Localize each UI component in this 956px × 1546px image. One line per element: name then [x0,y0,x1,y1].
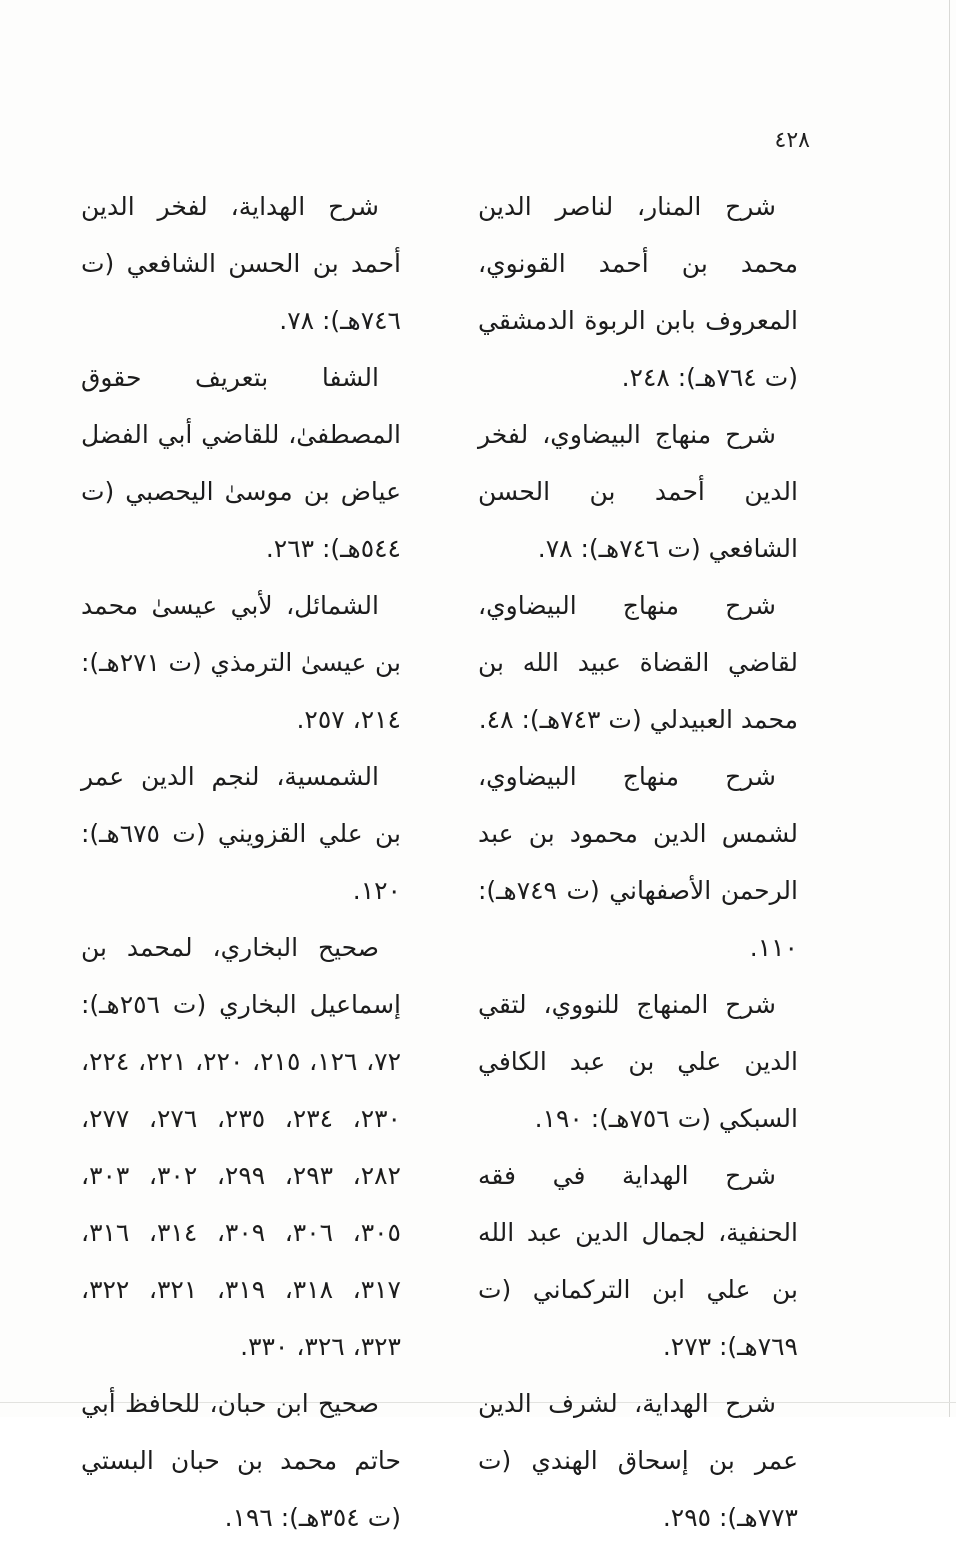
index-entry: الشمائل، لأبي عيسىٰ محمد بن عيسىٰ الترمذي (ت ٢٧١هـ): ٢١٤، ٢٥٧. [81,591,401,734]
right-column [478,178,798,1546]
index-entry: الشفا بتعريف حقوق المصطفىٰ، للقاضي أبي الفضل عياض بن موسىٰ اليحصبي (ت ٥٤٤هـ): ٢٦٣. [81,363,401,563]
left-column [81,178,401,1546]
index-entry: شرح الهداية في فقه الحنفية، لجمال الدين عبد الله بن علي ابن التركماني (ت ٧٦٩هـ): ٢٧٣. [478,1161,798,1361]
index-entry: شرح منهاج البيضاوي، لشمس الدين محمود بن عبد الرحمن الأصفهاني (ت ٧٤٩هـ): ١١٠. [478,762,798,962]
page-number: ٤٢٨ [774,128,810,153]
index-entry: شرح الهداية، لشرف الدين عمر بن إسحاق الهندي (ت ٧٧٣هـ): ٢٩٥. [478,1389,798,1532]
index-entry: شرح المنار، لناصر الدين محمد بن أحمد القونوي، المعروف بابن الربوة الدمشقي (ت ٧٦٤هـ): ٢٤٨. [478,192,798,392]
index-entry: شرح منهاج البيضاوي، لقاضي القضاة عبيد الله بن محمد العبيدلي (ت ٧٤٣هـ): ٤٨. [478,591,798,734]
index-entry: شرح المنهاج للنووي، لتقي الدين علي بن عبد الكافي السبكي (ت ٧٥٦هـ): ١٩٠. [478,990,798,1133]
index-entry: شرح منهاج البيضاوي، لفخر الدين أحمد بن الحسن الشافعي (ت ٧٤٦هـ): ٧٨. [478,420,798,563]
index-entry: صحيح البخاري، لمحمد بن إسماعيل البخاري (ت ٢٥٦هـ): ٧٢، ١٢٦، ٢١٥، ٢٢٠، ٢٢١، ٢٢٤، ٢٣٠، ٢٣٤، ٢٣٥، ٢٧٦، ٢٧٧، ٢٨٢، ٢٩٣، ٢٩٩، ٣٠٢، ٣٠٣، ٣٠٥، ٣٠٦، ٣٠٩، ٣١٤، ٣١٦، ٣١٧، ٣١٨، ٣١٩، ٣٢١، ٣٢٢، ٣٢٣، ٣٢٦، ٣٣٠. [81,933,402,1361]
index-entry: الشمسية، لنجم الدين عمر بن علي القزويني (ت ٦٧٥هـ): ١٢٠. [81,762,401,905]
index-entry: شرح الهداية، لفخر الدين أحمد بن الحسن الشافعي (ت ٧٤٦هـ): ٧٨. [81,192,401,335]
page-edge-right [949,0,950,1417]
index-entry: صحيح ابن حبان، للحافظ أبي حاتم محمد بن حبان البستي (ت ٣٥٤هـ): ١٩٦. [81,1389,401,1532]
